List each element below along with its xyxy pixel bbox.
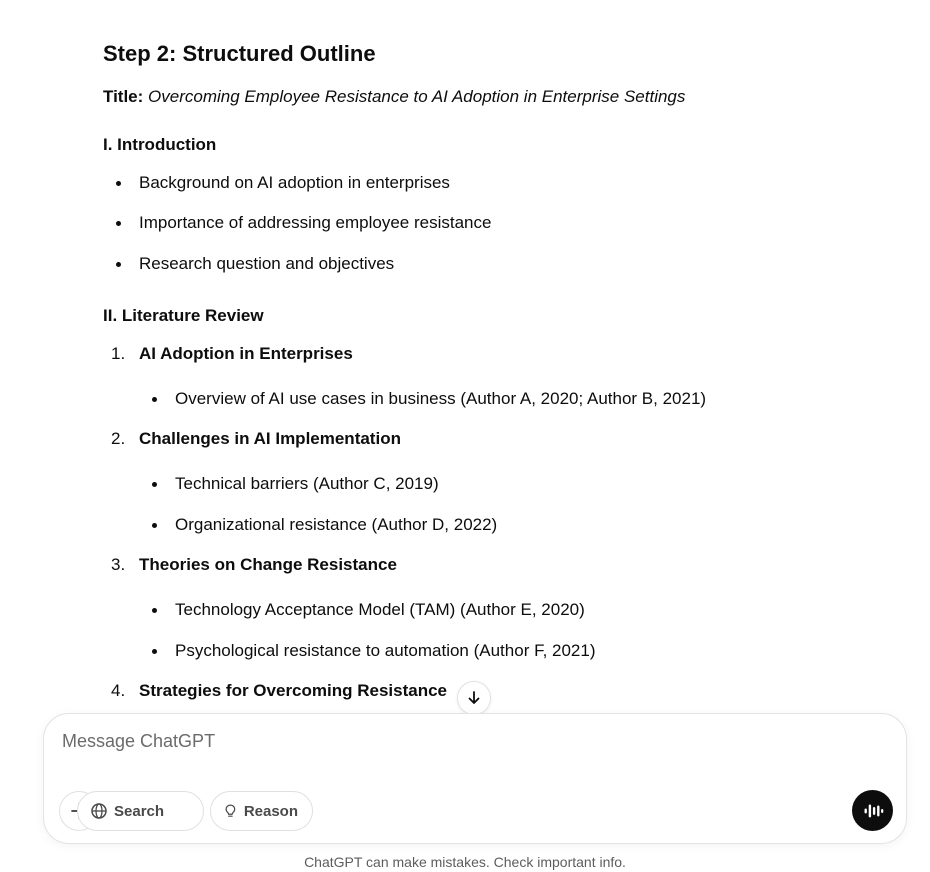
bullet-dot	[152, 397, 157, 402]
list-item-text: Importance of addressing employee resistance	[139, 213, 492, 232]
item-number: 1.	[111, 344, 126, 363]
bullet-dot	[152, 649, 157, 654]
arrow-down-icon	[466, 690, 482, 706]
list-item-text: Research question and objectives	[139, 254, 395, 273]
item-number: 2.	[111, 429, 126, 448]
message-input[interactable]	[62, 728, 822, 754]
title-label: Title:	[103, 87, 144, 106]
section-heading-introduction: I. Introduction	[103, 135, 217, 154]
voice-waveform-icon	[862, 800, 884, 822]
list-item	[139, 212, 491, 234]
section-heading-literature-review: II. Literature Review	[103, 306, 264, 325]
footer-disclaimer: ChatGPT can make mistakes. Check important info.	[304, 854, 626, 870]
list-item-text: Technical barriers (Author C, 2019)	[175, 474, 439, 493]
list-item	[175, 514, 497, 536]
step-heading: Step 2: Structured Outline	[103, 41, 376, 66]
voice-mode-button[interactable]	[852, 790, 893, 831]
list-item	[175, 473, 439, 495]
bullet-dot	[116, 221, 121, 226]
title-text: Overcoming Employee Resistance to AI Adoption in Enterprise Settings	[148, 87, 686, 106]
scroll-to-bottom-button[interactable]	[457, 681, 491, 715]
item-number: 3.	[111, 555, 126, 574]
search-button-label: Search	[114, 802, 165, 820]
reason-button-label: Reason	[243, 802, 298, 820]
list-item-text: Technology Acceptance Model (TAM) (Author E, 2020)	[175, 600, 585, 619]
bullet-dot	[116, 262, 121, 267]
list-item	[139, 172, 450, 194]
item-heading: Challenges in AI Implementation	[139, 429, 401, 448]
list-item-text: Psychological resistance to automation (Author F, 2021)	[175, 641, 596, 660]
item-heading: Theories on Change Resistance	[139, 555, 397, 574]
globe-icon	[90, 802, 108, 820]
assistant-response	[103, 0, 863, 708]
list-item	[175, 640, 596, 662]
bullet-dot	[116, 181, 121, 186]
item-heading: Strategies for Overcoming Resistance	[139, 681, 448, 700]
search-button[interactable]	[77, 791, 204, 831]
list-item-text: Background on AI adoption in enterprises	[139, 173, 450, 192]
list-item-text: Organizational resistance (Author D, 2022)	[175, 515, 498, 534]
outline-title	[103, 86, 685, 108]
lightbulb-icon	[223, 802, 238, 820]
list-item	[175, 599, 585, 621]
list-item-text: Overview of AI use cases in business (Author A, 2020; Author B, 2021)	[175, 389, 707, 408]
bullet-dot	[152, 482, 157, 487]
list-item	[175, 388, 706, 410]
message-composer	[43, 713, 907, 844]
bullet-dot	[152, 523, 157, 528]
bullet-dot	[152, 608, 157, 613]
item-heading: AI Adoption in Enterprises	[139, 344, 353, 363]
reason-button[interactable]	[210, 791, 313, 831]
item-number: 4.	[111, 681, 126, 700]
list-item	[139, 253, 394, 275]
